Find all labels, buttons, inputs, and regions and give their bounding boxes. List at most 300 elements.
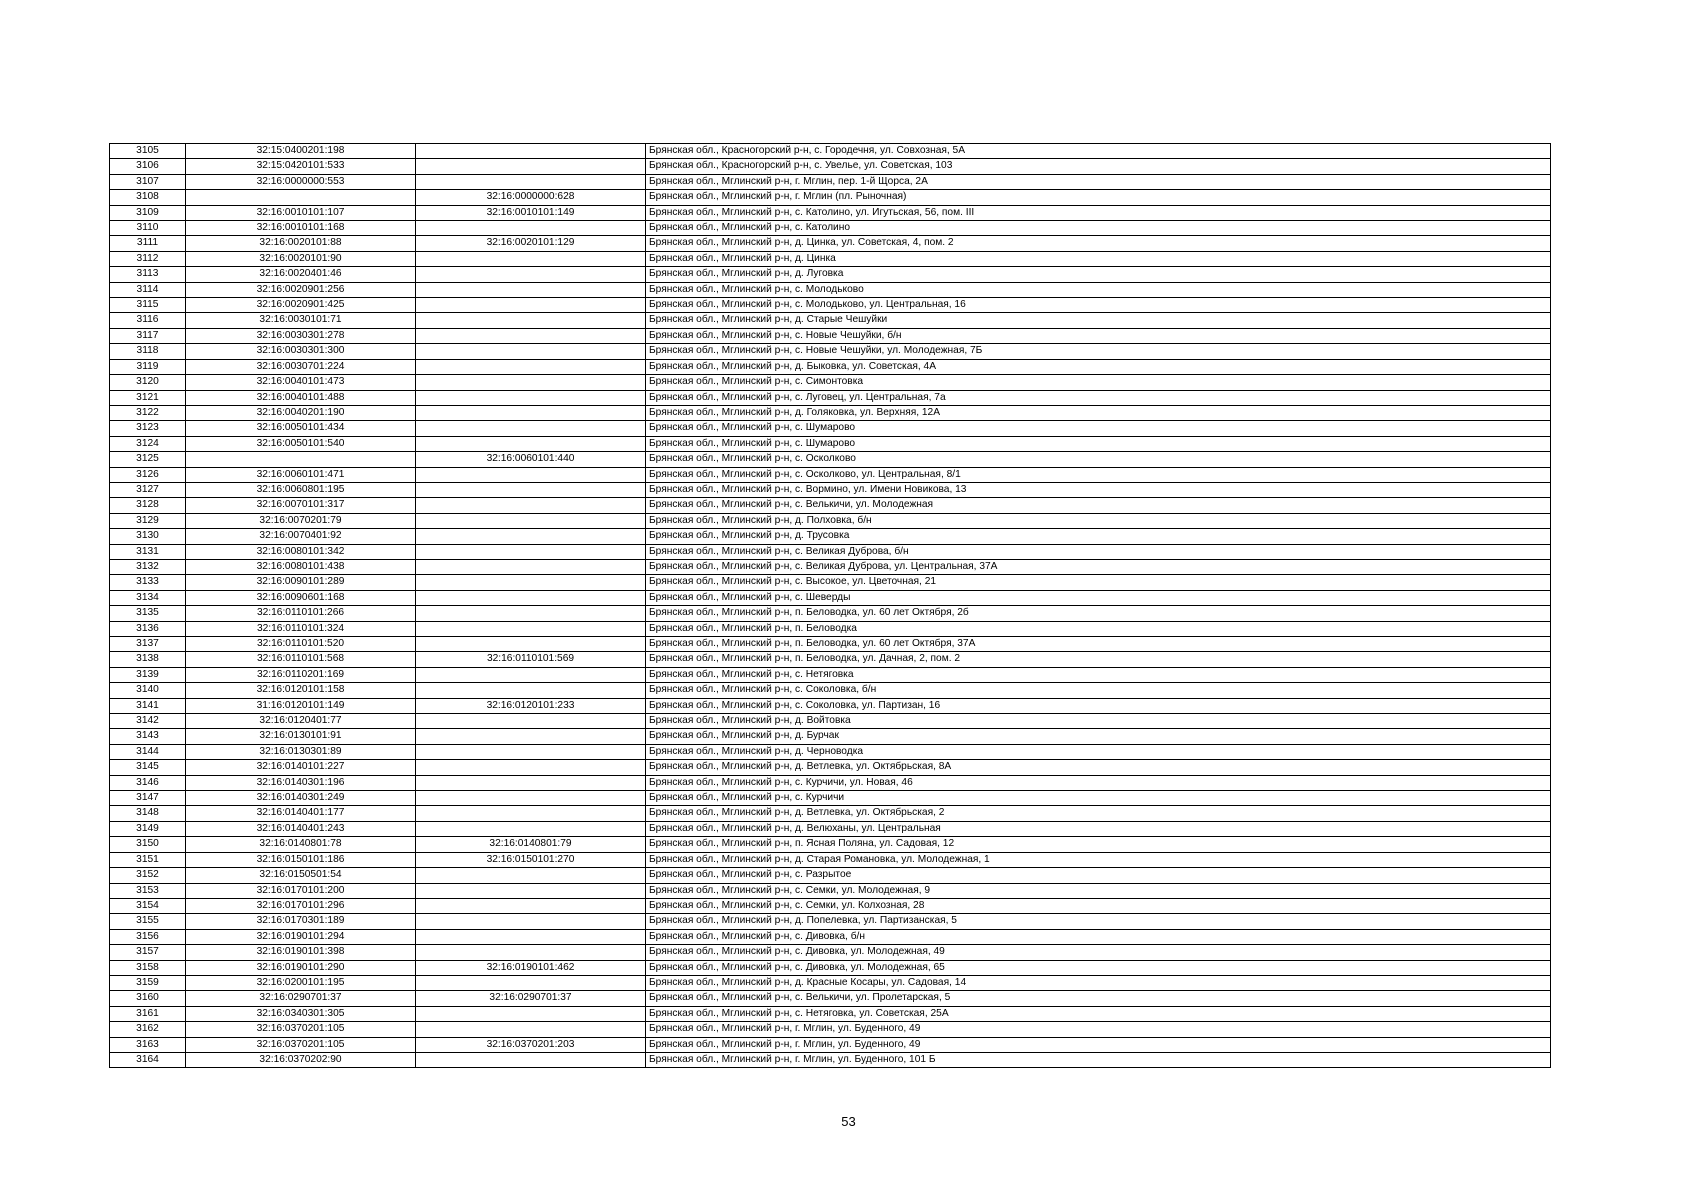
cadastral-number-cell: 32:16:0110201:169 bbox=[186, 667, 416, 682]
table-row bbox=[110, 775, 1551, 790]
related-cadastral-number-cell: 32:16:0150101:270 bbox=[416, 852, 646, 867]
table-row bbox=[110, 1022, 1551, 1037]
table-row bbox=[110, 467, 1551, 482]
table-row bbox=[110, 991, 1551, 1006]
address-cell: Брянская обл., Мглинский р-н, г. Мглин, ул. Буденного, 49 bbox=[646, 1022, 1551, 1037]
row-number-cell: 3121 bbox=[110, 390, 186, 405]
table-row bbox=[110, 683, 1551, 698]
cadastral-number-cell: 32:16:0370202:90 bbox=[186, 1052, 416, 1067]
row-number-cell: 3105 bbox=[110, 144, 186, 159]
row-number-cell: 3130 bbox=[110, 529, 186, 544]
address-cell: Брянская обл., Мглинский р-н, с. Шеверды bbox=[646, 590, 1551, 605]
address-cell: Брянская обл., Мглинский р-н, д. Бурчак bbox=[646, 729, 1551, 744]
cadastral-number-cell bbox=[186, 452, 416, 467]
related-cadastral-number-cell bbox=[416, 159, 646, 174]
related-cadastral-number-cell: 32:16:0290701:37 bbox=[416, 991, 646, 1006]
address-cell: Брянская обл., Мглинский р-н, п. Беловодка, ул. Дачная, 2, пом. 2 bbox=[646, 652, 1551, 667]
address-cell: Брянская обл., Мглинский р-н, с. Шумарово bbox=[646, 421, 1551, 436]
cadastral-number-cell: 32:16:0030701:224 bbox=[186, 359, 416, 374]
address-cell: Брянская обл., Мглинский р-н, с. Католино, ул. Игутьская, 56, пом. III bbox=[646, 205, 1551, 220]
row-number-cell: 3113 bbox=[110, 267, 186, 282]
row-number-cell: 3156 bbox=[110, 929, 186, 944]
row-number-cell: 3110 bbox=[110, 221, 186, 236]
row-number-cell: 3123 bbox=[110, 421, 186, 436]
address-cell: Брянская обл., Мглинский р-н, с. Новые Чешуйки, ул. Молодежная, 7Б bbox=[646, 344, 1551, 359]
row-number-cell: 3131 bbox=[110, 544, 186, 559]
table-row bbox=[110, 590, 1551, 605]
row-number-cell: 3106 bbox=[110, 159, 186, 174]
cadastral-number-cell: 32:16:0340301:305 bbox=[186, 1006, 416, 1021]
row-number-cell: 3142 bbox=[110, 714, 186, 729]
table-row bbox=[110, 328, 1551, 343]
address-cell: Брянская обл., Мглинский р-н, с. Дивовка, б/н bbox=[646, 929, 1551, 944]
row-number-cell: 3151 bbox=[110, 852, 186, 867]
related-cadastral-number-cell bbox=[416, 267, 646, 282]
table-row bbox=[110, 313, 1551, 328]
address-cell: Брянская обл., Мглинский р-н, с. Соколовка, б/н bbox=[646, 683, 1551, 698]
related-cadastral-number-cell bbox=[416, 1052, 646, 1067]
related-cadastral-number-cell bbox=[416, 221, 646, 236]
cadastral-number-cell: 31:16:0120101:149 bbox=[186, 698, 416, 713]
table-row bbox=[110, 883, 1551, 898]
related-cadastral-number-cell bbox=[416, 791, 646, 806]
cadastral-number-cell: 32:16:0130101:91 bbox=[186, 729, 416, 744]
row-number-cell: 3153 bbox=[110, 883, 186, 898]
related-cadastral-number-cell bbox=[416, 744, 646, 759]
related-cadastral-number-cell bbox=[416, 806, 646, 821]
related-cadastral-number-cell bbox=[416, 637, 646, 652]
cadastral-number-cell: 32:16:0040101:488 bbox=[186, 390, 416, 405]
cadastral-number-cell: 32:16:0130301:89 bbox=[186, 744, 416, 759]
cadastral-number-cell: 32:16:0070401:92 bbox=[186, 529, 416, 544]
related-cadastral-number-cell bbox=[416, 282, 646, 297]
table-row bbox=[110, 806, 1551, 821]
table-row bbox=[110, 482, 1551, 497]
related-cadastral-number-cell bbox=[416, 482, 646, 497]
row-number-cell: 3118 bbox=[110, 344, 186, 359]
table-row bbox=[110, 837, 1551, 852]
row-number-cell: 3135 bbox=[110, 606, 186, 621]
table-row bbox=[110, 174, 1551, 189]
cadastral-number-cell: 32:16:0020901:256 bbox=[186, 282, 416, 297]
table-row bbox=[110, 821, 1551, 836]
row-number-cell: 3133 bbox=[110, 575, 186, 590]
table-row bbox=[110, 375, 1551, 390]
cadastral-number-cell: 32:16:0370201:105 bbox=[186, 1037, 416, 1052]
table-row bbox=[110, 344, 1551, 359]
cadastral-number-cell bbox=[186, 190, 416, 205]
related-cadastral-number-cell bbox=[416, 544, 646, 559]
cadastral-number-cell: 32:16:0120401:77 bbox=[186, 714, 416, 729]
address-cell: Брянская обл., Мглинский р-н, д. Цинка, ул. Советская, 4, пом. 2 bbox=[646, 236, 1551, 251]
cadastral-number-cell: 32:16:0020101:90 bbox=[186, 251, 416, 266]
table-row bbox=[110, 544, 1551, 559]
row-number-cell: 3161 bbox=[110, 1006, 186, 1021]
related-cadastral-number-cell bbox=[416, 421, 646, 436]
address-cell: Брянская обл., Мглинский р-н, с. Высокое, ул. Цветочная, 21 bbox=[646, 575, 1551, 590]
address-cell: Брянская обл., Мглинский р-н, с. Дивовка, ул. Молодежная, 65 bbox=[646, 960, 1551, 975]
row-number-cell: 3158 bbox=[110, 960, 186, 975]
cadastral-number-cell: 32:16:0170301:189 bbox=[186, 914, 416, 929]
address-cell: Брянская обл., Мглинский р-н, г. Мглин, пер. 1-й Щорса, 2А bbox=[646, 174, 1551, 189]
related-cadastral-number-cell bbox=[416, 1006, 646, 1021]
row-number-cell: 3114 bbox=[110, 282, 186, 297]
address-cell: Брянская обл., Мглинский р-н, д. Велюханы, ул. Центральная bbox=[646, 821, 1551, 836]
cadastral-number-cell: 32:16:0020401:46 bbox=[186, 267, 416, 282]
related-cadastral-number-cell bbox=[416, 606, 646, 621]
row-number-cell: 3124 bbox=[110, 436, 186, 451]
cadastral-number-cell: 32:16:0200101:195 bbox=[186, 975, 416, 990]
address-cell: Брянская обл., Мглинский р-н, с. Католино bbox=[646, 221, 1551, 236]
cadastral-number-cell: 32:16:0050101:434 bbox=[186, 421, 416, 436]
related-cadastral-number-cell: 32:16:0020101:129 bbox=[416, 236, 646, 251]
row-number-cell: 3138 bbox=[110, 652, 186, 667]
related-cadastral-number-cell: 32:16:0190101:462 bbox=[416, 960, 646, 975]
row-number-cell: 3128 bbox=[110, 498, 186, 513]
cadastral-number-cell: 32:16:0020101:88 bbox=[186, 236, 416, 251]
related-cadastral-number-cell: 32:16:0140801:79 bbox=[416, 837, 646, 852]
cadastral-number-cell: 32:16:0090601:168 bbox=[186, 590, 416, 605]
table-row bbox=[110, 714, 1551, 729]
cadastral-number-cell: 32:16:0040101:473 bbox=[186, 375, 416, 390]
address-cell: Брянская обл., Мглинский р-н, д. Старая Романовка, ул. Молодежная, 1 bbox=[646, 852, 1551, 867]
related-cadastral-number-cell bbox=[416, 313, 646, 328]
cadastral-number-cell: 32:16:0140301:249 bbox=[186, 791, 416, 806]
cadastral-number-cell: 32:16:0190101:294 bbox=[186, 929, 416, 944]
row-number-cell: 3146 bbox=[110, 775, 186, 790]
cadastral-number-cell: 32:16:0170101:296 bbox=[186, 898, 416, 913]
related-cadastral-number-cell: 32:16:0010101:149 bbox=[416, 205, 646, 220]
cadastral-number-cell: 32:16:0190101:398 bbox=[186, 945, 416, 960]
table-row bbox=[110, 436, 1551, 451]
table-row bbox=[110, 405, 1551, 420]
row-number-cell: 3157 bbox=[110, 945, 186, 960]
table-row bbox=[110, 221, 1551, 236]
address-cell: Брянская обл., Мглинский р-н, с. Осколково, ул. Центральная, 8/1 bbox=[646, 467, 1551, 482]
address-cell: Брянская обл., Мглинский р-н, с. Велькичи, ул. Пролетарская, 5 bbox=[646, 991, 1551, 1006]
row-number-cell: 3129 bbox=[110, 513, 186, 528]
table-row bbox=[110, 575, 1551, 590]
row-number-cell: 3160 bbox=[110, 991, 186, 1006]
cadastral-number-cell: 32:16:0370201:105 bbox=[186, 1022, 416, 1037]
row-number-cell: 3145 bbox=[110, 760, 186, 775]
row-number-cell: 3122 bbox=[110, 405, 186, 420]
related-cadastral-number-cell bbox=[416, 390, 646, 405]
row-number-cell: 3164 bbox=[110, 1052, 186, 1067]
related-cadastral-number-cell bbox=[416, 359, 646, 374]
related-cadastral-number-cell bbox=[416, 575, 646, 590]
cadastral-number-cell: 32:16:0140301:196 bbox=[186, 775, 416, 790]
address-cell: Брянская обл., Мглинский р-н, с. Семки, ул. Молодежная, 9 bbox=[646, 883, 1551, 898]
address-cell: Брянская обл., Мглинский р-н, д. Войтовка bbox=[646, 714, 1551, 729]
registry-sheet bbox=[109, 143, 1550, 1068]
table-row bbox=[110, 298, 1551, 313]
row-number-cell: 3148 bbox=[110, 806, 186, 821]
cadastral-number-cell: 32:15:0420101:533 bbox=[186, 159, 416, 174]
row-number-cell: 3155 bbox=[110, 914, 186, 929]
address-cell: Брянская обл., Мглинский р-н, с. Курчичи bbox=[646, 791, 1551, 806]
related-cadastral-number-cell bbox=[416, 513, 646, 528]
table-row bbox=[110, 606, 1551, 621]
cadastral-number-cell: 32:16:0150501:54 bbox=[186, 868, 416, 883]
cadastral-number-cell: 32:16:0110101:266 bbox=[186, 606, 416, 621]
related-cadastral-number-cell bbox=[416, 667, 646, 682]
address-cell: Брянская обл., Мглинский р-н, п. Беловодка bbox=[646, 621, 1551, 636]
row-number-cell: 3127 bbox=[110, 482, 186, 497]
table-row bbox=[110, 945, 1551, 960]
row-number-cell: 3150 bbox=[110, 837, 186, 852]
related-cadastral-number-cell bbox=[416, 729, 646, 744]
row-number-cell: 3119 bbox=[110, 359, 186, 374]
row-number-cell: 3108 bbox=[110, 190, 186, 205]
address-cell: Брянская обл., Мглинский р-н, п. Беловодка, ул. 60 лет Октября, 37А bbox=[646, 637, 1551, 652]
row-number-cell: 3141 bbox=[110, 698, 186, 713]
related-cadastral-number-cell bbox=[416, 821, 646, 836]
related-cadastral-number-cell bbox=[416, 683, 646, 698]
address-cell: Брянская обл., Мглинский р-н, с. Симонтовка bbox=[646, 375, 1551, 390]
address-cell: Брянская обл., Красногорский р-н, с. Увелье, ул. Советская, 103 bbox=[646, 159, 1551, 174]
row-number-cell: 3136 bbox=[110, 621, 186, 636]
address-cell: Брянская обл., Мглинский р-н, п. Беловодка, ул. 60 лет Октября, 2б bbox=[646, 606, 1551, 621]
table-row bbox=[110, 190, 1551, 205]
address-cell: Брянская обл., Мглинский р-н, д. Быковка, ул. Советская, 4А bbox=[646, 359, 1551, 374]
address-cell: Брянская обл., Мглинский р-н, с. Шумарово bbox=[646, 436, 1551, 451]
address-cell: Брянская обл., Мглинский р-н, г. Мглин, ул. Буденного, 49 bbox=[646, 1037, 1551, 1052]
table-row bbox=[110, 698, 1551, 713]
row-number-cell: 3120 bbox=[110, 375, 186, 390]
cadastral-number-cell: 32:16:0060101:471 bbox=[186, 467, 416, 482]
table-row bbox=[110, 852, 1551, 867]
table-row bbox=[110, 251, 1551, 266]
address-cell: Брянская обл., Мглинский р-н, д. Трусовка bbox=[646, 529, 1551, 544]
table-row bbox=[110, 559, 1551, 574]
row-number-cell: 3152 bbox=[110, 868, 186, 883]
row-number-cell: 3107 bbox=[110, 174, 186, 189]
address-cell: Брянская обл., Мглинский р-н, с. Молодьково, ул. Центральная, 16 bbox=[646, 298, 1551, 313]
registry-table-body bbox=[110, 144, 1551, 1068]
address-cell: Брянская обл., Мглинский р-н, г. Мглин, ул. Буденного, 101 Б bbox=[646, 1052, 1551, 1067]
table-row bbox=[110, 729, 1551, 744]
table-row bbox=[110, 898, 1551, 913]
related-cadastral-number-cell bbox=[416, 467, 646, 482]
registry-table bbox=[109, 143, 1551, 1068]
related-cadastral-number-cell bbox=[416, 405, 646, 420]
row-number-cell: 3115 bbox=[110, 298, 186, 313]
related-cadastral-number-cell bbox=[416, 868, 646, 883]
address-cell: Брянская обл., Мглинский р-н, д. Черноводка bbox=[646, 744, 1551, 759]
table-row bbox=[110, 760, 1551, 775]
table-row bbox=[110, 975, 1551, 990]
related-cadastral-number-cell bbox=[416, 436, 646, 451]
related-cadastral-number-cell bbox=[416, 559, 646, 574]
cadastral-number-cell: 32:16:0140401:243 bbox=[186, 821, 416, 836]
row-number-cell: 3162 bbox=[110, 1022, 186, 1037]
row-number-cell: 3137 bbox=[110, 637, 186, 652]
related-cadastral-number-cell bbox=[416, 144, 646, 159]
table-row bbox=[110, 791, 1551, 806]
cadastral-number-cell: 32:16:0120101:158 bbox=[186, 683, 416, 698]
related-cadastral-number-cell: 32:16:0120101:233 bbox=[416, 698, 646, 713]
address-cell: Брянская обл., Мглинский р-н, с. Луговец, ул. Центральная, 7а bbox=[646, 390, 1551, 405]
row-number-cell: 3143 bbox=[110, 729, 186, 744]
table-row bbox=[110, 205, 1551, 220]
cadastral-number-cell: 32:16:0010101:168 bbox=[186, 221, 416, 236]
address-cell: Брянская обл., Мглинский р-н, д. Попелевка, ул. Партизанская, 5 bbox=[646, 914, 1551, 929]
cadastral-number-cell: 32:16:0140401:177 bbox=[186, 806, 416, 821]
address-cell: Брянская обл., Мглинский р-н, с. Вормино, ул. Имени Новикова, 13 bbox=[646, 482, 1551, 497]
row-number-cell: 3117 bbox=[110, 328, 186, 343]
address-cell: Брянская обл., Мглинский р-н, п. Ясная Поляна, ул. Садовая, 12 bbox=[646, 837, 1551, 852]
address-cell: Брянская обл., Мглинский р-н, д. Старые Чешуйки bbox=[646, 313, 1551, 328]
address-cell: Брянская обл., Мглинский р-н, д. Голяковка, ул. Верхняя, 12А bbox=[646, 405, 1551, 420]
related-cadastral-number-cell bbox=[416, 174, 646, 189]
cadastral-number-cell: 32:16:0030101:71 bbox=[186, 313, 416, 328]
table-row bbox=[110, 421, 1551, 436]
address-cell: Брянская обл., Мглинский р-н, д. Цинка bbox=[646, 251, 1551, 266]
row-number-cell: 3126 bbox=[110, 467, 186, 482]
table-row bbox=[110, 744, 1551, 759]
row-number-cell: 3116 bbox=[110, 313, 186, 328]
address-cell: Брянская обл., Мглинский р-н, с. Великая Дуброва, б/н bbox=[646, 544, 1551, 559]
row-number-cell: 3112 bbox=[110, 251, 186, 266]
cadastral-number-cell: 32:16:0150101:186 bbox=[186, 852, 416, 867]
table-row bbox=[110, 652, 1551, 667]
address-cell: Брянская обл., Мглинский р-н, с. Осколково bbox=[646, 452, 1551, 467]
cadastral-number-cell: 32:16:0110101:324 bbox=[186, 621, 416, 636]
related-cadastral-number-cell bbox=[416, 883, 646, 898]
row-number-cell: 3154 bbox=[110, 898, 186, 913]
cadastral-number-cell: 32:16:0020901:425 bbox=[186, 298, 416, 313]
row-number-cell: 3109 bbox=[110, 205, 186, 220]
address-cell: Брянская обл., Мглинский р-н, с. Курчичи, ул. Новая, 46 bbox=[646, 775, 1551, 790]
table-row bbox=[110, 637, 1551, 652]
cadastral-number-cell: 32:16:0050101:540 bbox=[186, 436, 416, 451]
cadastral-number-cell: 32:16:0170101:200 bbox=[186, 883, 416, 898]
table-row bbox=[110, 667, 1551, 682]
row-number-cell: 3125 bbox=[110, 452, 186, 467]
row-number-cell: 3132 bbox=[110, 559, 186, 574]
address-cell: Брянская обл., Красногорский р-н, с. Городечня, ул. Совхозная, 5А bbox=[646, 144, 1551, 159]
related-cadastral-number-cell bbox=[416, 975, 646, 990]
address-cell: Брянская обл., Мглинский р-н, д. Ветлевка, ул. Октябрьская, 2 bbox=[646, 806, 1551, 821]
related-cadastral-number-cell bbox=[416, 929, 646, 944]
related-cadastral-number-cell bbox=[416, 914, 646, 929]
cadastral-number-cell: 32:16:0080101:438 bbox=[186, 559, 416, 574]
address-cell: Брянская обл., Мглинский р-н, д. Ветлевка, ул. Октябрьская, 8А bbox=[646, 760, 1551, 775]
related-cadastral-number-cell: 32:16:0000000:628 bbox=[416, 190, 646, 205]
table-row bbox=[110, 513, 1551, 528]
row-number-cell: 3149 bbox=[110, 821, 186, 836]
address-cell: Брянская обл., Мглинский р-н, с. Дивовка, ул. Молодежная, 49 bbox=[646, 945, 1551, 960]
related-cadastral-number-cell bbox=[416, 298, 646, 313]
row-number-cell: 3111 bbox=[110, 236, 186, 251]
table-row bbox=[110, 1052, 1551, 1067]
table-row bbox=[110, 1006, 1551, 1021]
address-cell: Брянская обл., Мглинский р-н, с. Нетяговка, ул. Советская, 25А bbox=[646, 1006, 1551, 1021]
row-number-cell: 3159 bbox=[110, 975, 186, 990]
address-cell: Брянская обл., Мглинский р-н, с. Великая Дуброва, ул. Центральная, 37А bbox=[646, 559, 1551, 574]
cadastral-number-cell: 32:16:0090101:289 bbox=[186, 575, 416, 590]
cadastral-number-cell: 32:16:0030301:278 bbox=[186, 328, 416, 343]
related-cadastral-number-cell bbox=[416, 590, 646, 605]
row-number-cell: 3139 bbox=[110, 667, 186, 682]
cadastral-number-cell: 32:16:0110101:568 bbox=[186, 652, 416, 667]
table-row bbox=[110, 359, 1551, 374]
related-cadastral-number-cell bbox=[416, 898, 646, 913]
address-cell: Брянская обл., Мглинский р-н, с. Соколовка, ул. Партизан, 16 bbox=[646, 698, 1551, 713]
related-cadastral-number-cell bbox=[416, 621, 646, 636]
table-row bbox=[110, 914, 1551, 929]
cadastral-number-cell: 32:15:0400201:198 bbox=[186, 144, 416, 159]
table-row bbox=[110, 236, 1551, 251]
row-number-cell: 3147 bbox=[110, 791, 186, 806]
cadastral-number-cell: 32:16:0290701:37 bbox=[186, 991, 416, 1006]
related-cadastral-number-cell bbox=[416, 945, 646, 960]
table-row bbox=[110, 529, 1551, 544]
address-cell: Брянская обл., Мглинский р-н, д. Красные Косары, ул. Садовая, 14 bbox=[646, 975, 1551, 990]
row-number-cell: 3140 bbox=[110, 683, 186, 698]
address-cell: Брянская обл., Мглинский р-н, г. Мглин (пл. Рыночная) bbox=[646, 190, 1551, 205]
table-row bbox=[110, 868, 1551, 883]
row-number-cell: 3163 bbox=[110, 1037, 186, 1052]
table-row bbox=[110, 282, 1551, 297]
address-cell: Брянская обл., Мглинский р-н, д. Луговка bbox=[646, 267, 1551, 282]
address-cell: Брянская обл., Мглинский р-н, с. Разрытое bbox=[646, 868, 1551, 883]
cadastral-number-cell: 32:16:0140101:227 bbox=[186, 760, 416, 775]
address-cell: Брянская обл., Мглинский р-н, д. Полховка, б/н bbox=[646, 513, 1551, 528]
related-cadastral-number-cell bbox=[416, 251, 646, 266]
related-cadastral-number-cell bbox=[416, 775, 646, 790]
cadastral-number-cell: 32:16:0190101:290 bbox=[186, 960, 416, 975]
related-cadastral-number-cell bbox=[416, 760, 646, 775]
table-row bbox=[110, 1037, 1551, 1052]
related-cadastral-number-cell: 32:16:0110101:569 bbox=[416, 652, 646, 667]
cadastral-number-cell: 32:16:0060801:195 bbox=[186, 482, 416, 497]
related-cadastral-number-cell bbox=[416, 344, 646, 359]
cadastral-number-cell: 32:16:0070201:79 bbox=[186, 513, 416, 528]
table-row bbox=[110, 159, 1551, 174]
cadastral-number-cell: 32:16:0070101:317 bbox=[186, 498, 416, 513]
related-cadastral-number-cell bbox=[416, 1022, 646, 1037]
table-row bbox=[110, 144, 1551, 159]
table-row bbox=[110, 621, 1551, 636]
table-row bbox=[110, 960, 1551, 975]
address-cell: Брянская обл., Мглинский р-н, с. Молодьково bbox=[646, 282, 1551, 297]
address-cell: Брянская обл., Мглинский р-н, с. Новые Чешуйки, б/н bbox=[646, 328, 1551, 343]
address-cell: Брянская обл., Мглинский р-н, с. Семки, ул. Колхозная, 28 bbox=[646, 898, 1551, 913]
related-cadastral-number-cell bbox=[416, 714, 646, 729]
related-cadastral-number-cell bbox=[416, 328, 646, 343]
table-row bbox=[110, 498, 1551, 513]
cadastral-number-cell: 32:16:0040201:190 bbox=[186, 405, 416, 420]
row-number-cell: 3134 bbox=[110, 590, 186, 605]
cadastral-number-cell: 32:16:0140801:78 bbox=[186, 837, 416, 852]
related-cadastral-number-cell bbox=[416, 375, 646, 390]
cadastral-number-cell: 32:16:0110101:520 bbox=[186, 637, 416, 652]
related-cadastral-number-cell bbox=[416, 529, 646, 544]
table-row bbox=[110, 267, 1551, 282]
page-number: 53 bbox=[841, 1114, 856, 1129]
cadastral-number-cell: 32:16:0030301:300 bbox=[186, 344, 416, 359]
related-cadastral-number-cell bbox=[416, 498, 646, 513]
table-row bbox=[110, 390, 1551, 405]
table-row bbox=[110, 452, 1551, 467]
cadastral-number-cell: 32:16:0010101:107 bbox=[186, 205, 416, 220]
cadastral-number-cell: 32:16:0000000:553 bbox=[186, 174, 416, 189]
related-cadastral-number-cell: 32:16:0370201:203 bbox=[416, 1037, 646, 1052]
related-cadastral-number-cell: 32:16:0060101:440 bbox=[416, 452, 646, 467]
row-number-cell: 3144 bbox=[110, 744, 186, 759]
